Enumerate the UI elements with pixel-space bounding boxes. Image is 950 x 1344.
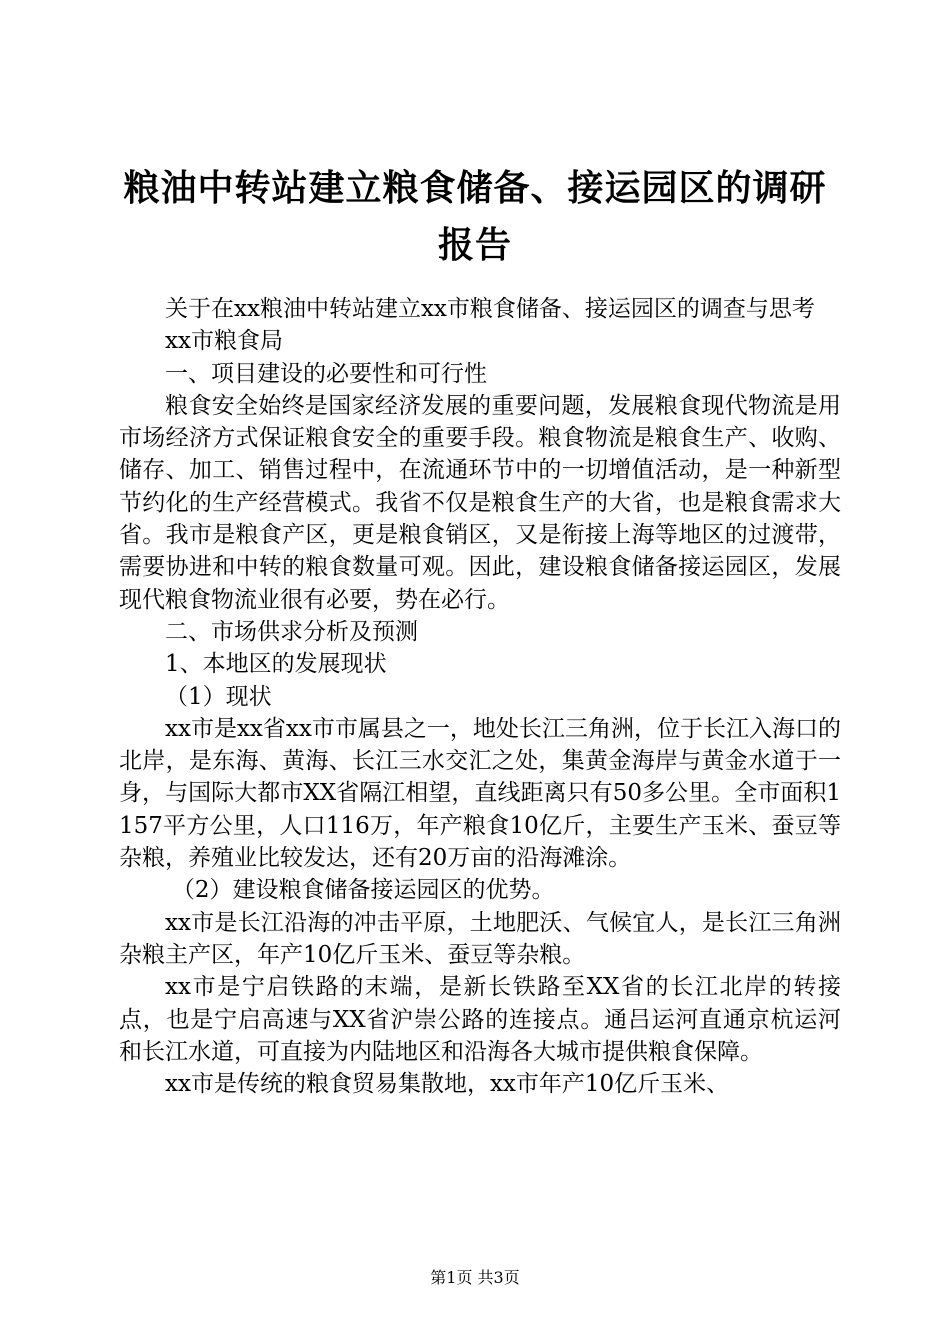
document-body [119, 293, 841, 1100]
paragraph-advantage-3: xx市是传统的粮食贸易集散地，xx市年产10亿斤玉米、 [165, 1071, 730, 1098]
paragraph-advantage-2: xx市是宁启铁路的末端，是新长铁路至XX省的长江北岸的转接点，也是宁启高速与XX省沪崇公路的连接点。通吕运河直通京杭运河和长江水道，可直接为内陆地区和沿海各大城市提供粮食保障。 [119, 974, 841, 1065]
paragraph-advantage-1: xx市是长江沿海的冲击平原，土地肥沃、气候宜人，是长江三角洲杂粮主产区，年产10亿斤玉米、蚕豆等杂粮。 [119, 909, 841, 968]
paragraph-necessity: 粮食安全始终是国家经济发展的重要问题，发展粮食现代物流是用市场经济方式保证粮食安全的重要手段。粮食物流是粮食生产、收购、储存、加工、销售过程中，在流通环节中的一切增值活动，是一种新型节约化的生产经营模式。我省不仅是粮食生产的大省，也是粮食需求大省。我市是粮食产区，更是粮食销区，又是衔接上海等地区的过渡带，需要协进和中转的粮食数量可观。因此，建设粮食储备接运园区，发展现代粮食物流业很有必要，势在必行。 [119, 392, 841, 613]
section-heading-2: 二、市场供求分析及预测 [165, 618, 418, 645]
paragraph-status: xx市是xx省xx市市属县之一，地处长江三角洲，位于长江入海口的北岸，是东海、黄海、长江三水交汇之处，集黄金海岸与黄金水道于一身，与国际大都市XX省隔江相望，直线距离只有50多公里。全市面积1157平方公里，人口116万，年产粮食10亿斤，主要生产玉米、蚕豆等杂粮，养殖业比较发达，还有20万亩的沿海滩涂。 [119, 715, 841, 872]
section-heading-1: 一、项目建设的必要性和可行性 [165, 360, 487, 387]
sub-subsection-heading-2: （2）建设粮食储备接运园区的优势。 [171, 877, 555, 904]
sub-subsection-heading-1: （1）现状 [165, 683, 272, 710]
paragraph-author: xx市粮食局 [165, 328, 283, 355]
subsection-heading-1: 1、本地区的发展现状 [165, 651, 387, 678]
paragraph-intro: 关于在xx粮油中转站建立xx市粮食储备、接运园区的调查与思考 [165, 296, 815, 322]
document-title: 粮油中转站建立粮食储备、接运园区的调研报告 [123, 167, 827, 266]
page-footer: 第1页 共3页 [430, 1268, 520, 1287]
